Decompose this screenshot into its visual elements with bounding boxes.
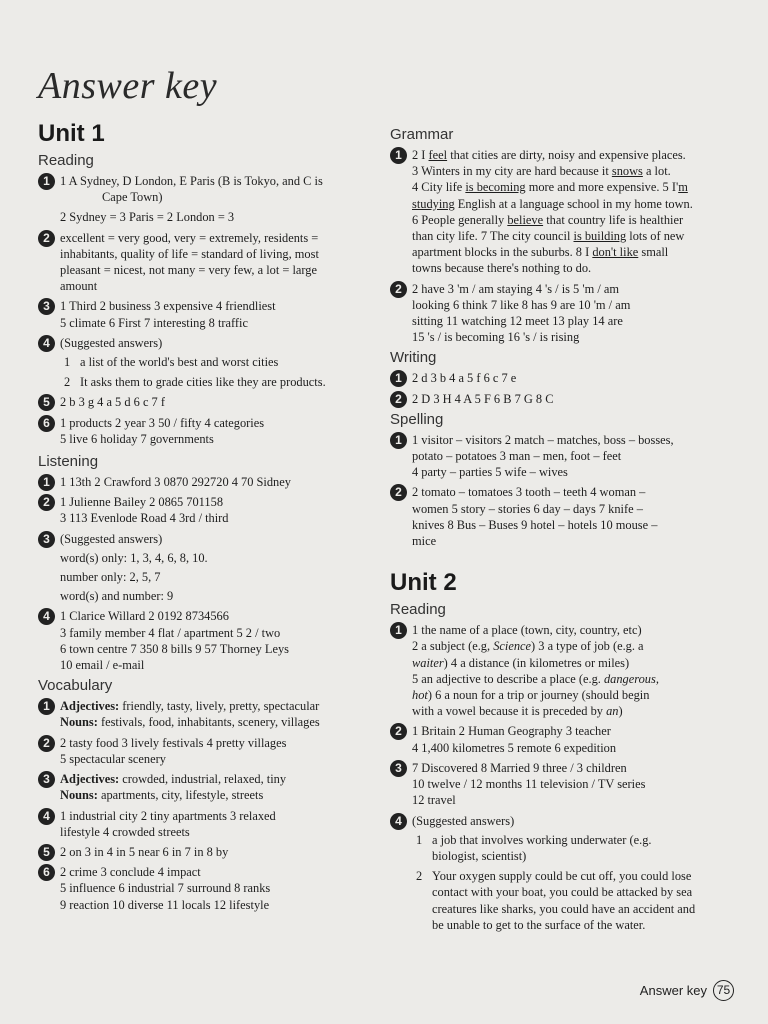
underlined-answer: feel	[428, 148, 448, 162]
exercise-number-badge: 1	[390, 370, 407, 387]
answer-line: 2 tomato – tomatoes 3 tooth – teeth 4 woman –	[412, 485, 646, 500]
answer-text: 2 a subject (e.g,	[412, 639, 494, 654]
answer-line: It asks them to grade cities like they are products.	[80, 375, 326, 390]
answer-text: friendly, tasty, lively, pretty, spectacular	[119, 699, 320, 714]
answer-line: 1 Julienne Bailey 2 0865 701158	[60, 495, 224, 510]
sub-answer	[412, 832, 735, 864]
answer-line: a list of the world's best and worst cities	[80, 355, 279, 370]
answer-line: pleasant = nicest, not many = very few, a lot = large	[60, 263, 317, 278]
unit-2-reading-exercise-1	[390, 622, 735, 719]
listening-exercise-3	[38, 531, 368, 605]
unit-2-reading-exercise-4	[390, 813, 735, 933]
answer-line	[60, 714, 368, 730]
vocabulary-exercise-1	[38, 698, 368, 730]
answer-line: (Suggested answers)	[60, 531, 163, 546]
sub-answer-number: 2	[416, 869, 423, 884]
reading-exercise-4	[38, 335, 368, 391]
exercise-number-badge: 2	[38, 494, 55, 511]
answer-line: 3 family member 4 flat / apartment 5 2 / two	[60, 625, 281, 640]
answer-line	[412, 655, 735, 671]
sub-answer-number: 1	[64, 355, 71, 370]
grammar-exercise-1	[390, 147, 735, 277]
answer-line: 2 Sydney = 3 Paris = 2 London = 3	[60, 210, 235, 225]
answer-text: English at a language school in my home town.	[454, 196, 693, 211]
exercise-number-badge: 3	[38, 531, 55, 548]
answer-line: 2 have 3 'm / am staying 4 's / is 5 'm / am	[412, 281, 619, 296]
answer-text: )	[618, 704, 623, 719]
answer-line: sitting 11 watching 12 meet 13 play 14 are	[412, 314, 623, 329]
reading-exercise-5	[38, 394, 368, 410]
answer-line: Cape Town)	[102, 190, 163, 205]
answer-key-term: Nouns:	[60, 788, 98, 803]
footer-label: Answer key	[639, 983, 707, 998]
exercise-number-badge: 3	[38, 771, 55, 788]
answer-line: 5 climate 6 First 7 interesting 8 traffic	[60, 315, 248, 330]
answer-line: 1 visitor – visitors 2 match – matches, boss – bosses,	[412, 432, 674, 447]
answer-line	[412, 212, 735, 228]
answer-line: potato – potatoes 3 man – men, foot – feet	[412, 449, 622, 464]
answer-line: 6 town centre 7 350 8 bills 9 57 Thorney Leys	[60, 641, 289, 656]
answer-key-term: Adjectives:	[60, 699, 120, 714]
answer-line: contact with your boat, you could be attacked by sea	[432, 885, 693, 900]
page-title: Answer key	[38, 65, 218, 107]
answer-text: 4 City life	[412, 180, 466, 195]
exercise-number-badge: 5	[38, 394, 55, 411]
underlined-answer: don't like	[592, 245, 639, 260]
answer-line: 2 tasty food 3 lively festivals 4 pretty villages	[60, 735, 287, 750]
reading-exercise-1	[38, 173, 368, 226]
underlined-answer: m	[678, 180, 688, 195]
left-column	[38, 120, 368, 917]
answer-line: 3 113 Evenlode Road 4 3rd / third	[60, 511, 229, 526]
answer-line: biologist, scientist)	[432, 848, 527, 863]
page-footer	[640, 980, 734, 1001]
exercise-number-badge: 1	[38, 698, 55, 715]
answer-line: 10 twelve / 12 months 11 television / TV series	[412, 777, 646, 792]
answer-line	[412, 147, 735, 163]
underlined-answer: is building	[573, 229, 627, 244]
answer-line: Your oxygen supply could be cut off, you could lose	[432, 869, 692, 884]
grammar-exercise-2	[390, 281, 735, 346]
answer-line: women 5 story – stories 6 day – days 7 knife –	[412, 501, 643, 516]
answer-line	[412, 163, 735, 179]
answer-line: mice	[412, 534, 437, 549]
answer-line: (Suggested answers)	[60, 335, 163, 350]
answer-line: 7 Discovered 8 Married 9 three / 3 children	[412, 760, 627, 775]
answer-text: apartments, city, lifestyle, streets	[97, 788, 264, 803]
right-column	[390, 124, 735, 937]
sub-answer	[60, 374, 368, 390]
listening-heading: Listening	[38, 453, 99, 471]
listening-exercise-2	[38, 494, 368, 526]
exercise-number-badge: 1	[390, 147, 407, 164]
listening-exercise-1	[38, 474, 368, 490]
reading-exercise-3	[38, 298, 368, 330]
answer-text: apartment blocks in the suburbs. 8 I	[412, 245, 593, 260]
sub-answer-number: 1	[416, 832, 423, 847]
reading-exercise-2	[38, 230, 368, 295]
answer-line: 2 crime 3 conclude 4 impact	[60, 865, 201, 880]
exercise-number-badge: 4	[38, 335, 55, 352]
spelling-exercise-1	[390, 432, 735, 481]
answer-line: 5 spectacular scenery	[60, 751, 166, 766]
italic-example: waiter	[412, 655, 444, 670]
answer-line: 1 13th 2 Crawford 3 0870 292720 4 70 Sidney	[60, 475, 291, 490]
answer-text: ) 6 a noun for a trip or journey (should begin	[427, 688, 650, 703]
answer-key-term: Adjectives:	[60, 772, 120, 787]
italic-example: dangerous,	[603, 671, 659, 686]
underlined-answer: snows	[611, 164, 643, 179]
answer-line	[412, 638, 735, 654]
exercise-number-badge: 4	[38, 608, 55, 625]
exercise-number-badge: 1	[390, 432, 407, 449]
listening-exercise-4	[38, 608, 368, 673]
exercise-number-badge: 5	[38, 844, 55, 861]
exercise-number-badge: 2	[390, 281, 407, 298]
exercise-number-badge: 6	[38, 864, 55, 881]
exercise-number-badge: 2	[390, 723, 407, 740]
writing-heading: Writing	[390, 349, 437, 367]
answer-text: that country life is healthier	[543, 212, 684, 227]
answer-line: 12 travel	[412, 793, 456, 808]
exercise-number-badge: 1	[38, 173, 55, 190]
answer-text: 2 I	[412, 148, 429, 162]
answer-line	[412, 671, 735, 687]
italic-example: an	[606, 704, 619, 719]
grammar-heading: Grammar	[390, 126, 454, 143]
unit-2-reading-exercise-2	[390, 723, 735, 755]
page-number: 75	[713, 980, 734, 1001]
answer-line: 2 on 3 in 4 in 5 near 6 in 7 in 8 by	[60, 844, 229, 859]
answer-line: 2 d 3 b 4 a 5 f 6 c 7 e	[412, 371, 517, 386]
vocabulary-exercise-6	[38, 864, 368, 913]
writing-exercise-2	[390, 391, 735, 407]
answer-line: inhabitants, quality of life = standard of living, most	[60, 246, 319, 261]
exercise-number-badge: 4	[390, 813, 407, 830]
answer-line: 1 industrial city 2 tiny apartments 3 relaxed	[60, 808, 276, 823]
answer-text: a lot.	[642, 164, 671, 179]
exercise-number-badge: 2	[390, 484, 407, 501]
answer-text: festivals, food, inhabitants, scenery, villages	[97, 715, 320, 730]
answer-text: 3 Winters in my city are hard because it	[412, 164, 612, 179]
answer-line: amount	[60, 279, 98, 294]
answer-line: looking 6 think 7 like 8 has 9 are 10 'm / am	[412, 297, 631, 312]
exercise-number-badge: 6	[38, 415, 55, 432]
answer-line: number only: 2, 5, 7	[60, 570, 161, 585]
answer-line: 1 Clarice Willard 2 0192 8734566	[60, 609, 229, 624]
vocabulary-exercise-2	[38, 735, 368, 767]
writing-exercise-1	[390, 370, 735, 386]
answer-line: 10 email / e-mail	[60, 658, 145, 673]
answer-line: 9 reaction 10 diverse 11 locals 12 lifestyle	[60, 897, 270, 912]
exercise-number-badge: 4	[38, 808, 55, 825]
exercise-number-badge: 1	[390, 622, 407, 639]
answer-line	[60, 787, 368, 803]
exercise-number-badge: 2	[390, 391, 407, 408]
underlined-answer: believe	[507, 212, 544, 227]
answer-line: word(s) and number: 9	[60, 589, 174, 604]
sub-answer-number: 2	[64, 375, 71, 390]
underlined-answer: studying	[412, 196, 455, 211]
answer-line	[412, 179, 735, 195]
answer-text: crowded, industrial, relaxed, tiny	[119, 772, 287, 787]
answer-line	[412, 228, 735, 244]
sub-answer	[60, 354, 368, 370]
answer-line: a job that involves working underwater (e.g.	[432, 832, 652, 847]
answer-line: towns because there's nothing to do.	[412, 261, 592, 276]
answer-text: that cities are dirty, noisy and expensive places.	[447, 148, 686, 162]
answer-line	[60, 698, 368, 714]
reading-heading: Reading	[38, 152, 94, 169]
answer-line: word(s) only: 1, 3, 4, 6, 8, 10.	[60, 550, 208, 565]
answer-line: 2 D 3 H 4 A 5 F 6 B 7 G 8 C	[412, 391, 554, 406]
unit-2-heading: Unit 2	[390, 569, 457, 597]
answer-line	[412, 196, 735, 212]
answer-line: creatures like sharks, you could have an accident and	[432, 901, 696, 916]
answer-line	[60, 771, 368, 787]
answer-line	[412, 244, 735, 260]
exercise-number-badge: 2	[38, 735, 55, 752]
answer-line: (Suggested answers)	[412, 813, 515, 828]
answer-line: knives 8 Bus – Buses 9 hotel – hotels 10 mouse –	[412, 517, 658, 532]
answer-line: 15 's / is becoming 16 's / is rising	[412, 330, 580, 345]
italic-example: hot	[412, 688, 428, 703]
answer-text: small	[638, 245, 669, 260]
answer-line: be unable to get to the surface of the water.	[432, 917, 646, 932]
answer-line: 1 A Sydney, D London, E Paris (B is Tokyo, and C is	[60, 174, 323, 188]
spelling-heading: Spelling	[390, 410, 444, 428]
answer-line: 5 influence 6 industrial 7 surround 8 ranks	[60, 881, 271, 896]
unit-1-heading: Unit 1	[38, 120, 105, 147]
answer-text: 5 an adjective to describe a place (e.g.	[412, 671, 604, 686]
answer-line: 1 the name of a place (town, city, country, etc)	[412, 623, 642, 638]
answer-line: 4 party – parties 5 wife – wives	[412, 465, 568, 480]
reading-exercise-6	[38, 415, 368, 447]
spelling-exercise-2	[390, 484, 735, 549]
vocabulary-exercise-4	[38, 808, 368, 840]
exercise-number-badge: 1	[38, 474, 55, 491]
answer-text: than city life. 7 The city council	[412, 229, 574, 244]
exercise-number-badge: 3	[38, 298, 55, 315]
exercise-number-badge: 2	[38, 230, 55, 247]
answer-key-term: Nouns:	[60, 715, 98, 730]
answer-line: 1 Britain 2 Human Geography 3 teacher	[412, 724, 611, 739]
unit-2-reading-exercise-3	[390, 760, 735, 809]
answer-line: 4 1,400 kilometres 5 remote 6 expedition	[412, 740, 617, 755]
sub-answer	[412, 868, 735, 933]
underlined-answer: is becoming	[465, 180, 526, 195]
answer-text: ) 3 a type of job (e.g. a	[531, 639, 644, 654]
answer-line: 5 live 6 holiday 7 governments	[60, 431, 214, 446]
italic-example: Science	[493, 639, 532, 654]
answer-line: lifestyle 4 crowded streets	[60, 824, 190, 839]
vocabulary-exercise-3	[38, 771, 368, 803]
answer-line: 2 b 3 g 4 a 5 d 6 c 7 f	[60, 395, 165, 410]
vocabulary-exercise-5	[38, 844, 368, 860]
answer-text: ) 4 a distance (in kilometres or miles)	[443, 655, 630, 670]
answer-line	[412, 687, 735, 703]
answer-line: 1 Third 2 business 3 expensive 4 friendliest	[60, 299, 276, 314]
answer-text: lots of new	[626, 229, 685, 244]
answer-line: excellent = very good, very = extremely, residents =	[60, 230, 319, 245]
unit-2-reading-heading: Reading	[390, 601, 446, 619]
answer-text: with a vowel because it is preceded by	[412, 704, 607, 719]
answer-text: more and more expensive. 5 I'	[525, 180, 679, 195]
answer-text: 6 People generally	[412, 212, 508, 227]
answer-line: 1 products 2 year 3 50 / fifty 4 categories	[60, 415, 265, 430]
vocabulary-heading: Vocabulary	[38, 677, 113, 695]
exercise-number-badge: 3	[390, 760, 407, 777]
answer-line	[412, 703, 735, 719]
